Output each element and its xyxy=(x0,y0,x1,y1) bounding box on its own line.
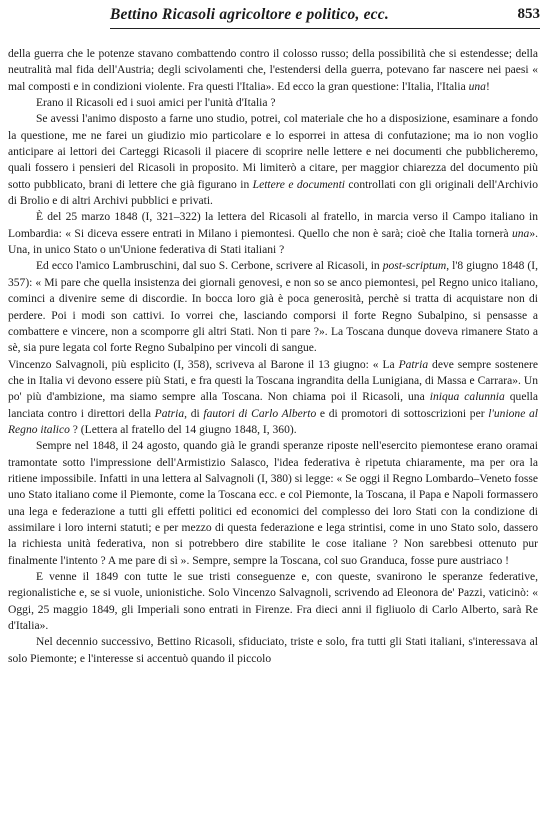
text-run: Vincenzo Salvagnoli, più esplicito (I, 358), scriveva al Barone il 13 giugno: « La xyxy=(8,358,399,371)
text-run: È del 25 marzo 1848 (I, 321–322) la lettera del Ricasoli al fratello, in marcia verso il Campo italiano in Lombardia: « Si diceva essere entrati in Milano i piemontesi. Quello che non è sarà; cioè che Italia tornerà xyxy=(8,211,538,240)
text-run: controllati con gli originali dell'Archivio di Brolio e di altri Archivi pubblici e privati. xyxy=(8,178,538,208)
text-run: Erano il Ricasoli ed i suoi amici per l'unità d'Italia ? xyxy=(36,97,276,110)
text-run: E venne il 1849 con tutte le sue tristi conseguenze e, con queste, svanirono le speranze federative, regionalistiche e, se si vuole, unionistiche. Solo Vincenzo Salvagnoli, scrivendo ad Eleonora de' Pazzi, vaticinò: « Oggi, 25 maggio 1849, gli Imperiali sono entrati in Firenze. Fra dieci anni il figliuolo di Carlo Alberto, sarà Re d'Italia». xyxy=(8,571,538,633)
paragraph xyxy=(8,438,538,569)
page-number: 853 xyxy=(517,6,540,22)
italic-text: l'unione al Regno italico xyxy=(8,407,538,436)
paragraph xyxy=(8,357,538,439)
text-run: Ed ecco l'amico Lambruschini, dal suo S. Cerbone, scrivere al Ricasoli, in xyxy=(36,260,383,273)
running-title: Bettino Ricasoli agricoltore e politico, ecc. xyxy=(110,6,389,23)
paragraph xyxy=(8,569,538,634)
text-run: ». Una, in unico Stato o un'Unione federativa di Stati italiani ? xyxy=(8,227,538,257)
paragraph xyxy=(8,209,538,258)
paragraph xyxy=(8,95,538,111)
text-run: , l'8 giugno 1848 (I, 357): « Mi pare che quella insistenza dei giornali genovesi, e non so se anco piemontesi, pel Regno unico italiano, cominci a divenire seme di discordie. In bocca loro già è poca generosità, perchè si tratta di acquistare non di perdere. Poi i modi son cattivi. Io vorrei che, lasciando comporsi il forte Regno Subalpino, si pensasse a combattere e vincere, non a scomporre gli altri Stati. Non ti pare ?». La Toscana dunque doveva rimanere Stato a sè, sia pure legata col forte Regno Subalpino per vincoli di sangue. xyxy=(8,260,538,355)
paragraph xyxy=(8,634,538,667)
italic-text: Lettere e documenti xyxy=(252,178,345,191)
paragraph xyxy=(8,46,538,95)
italic-text: fautori di Carlo Alberto xyxy=(203,407,317,420)
text-run: Sempre nel 1848, il 24 agosto, quando già le grandi speranze riposte nell'esercito piemontese erano oramai tramontate sotto l'impressione dell'Armistizio Salasco, l'idea federativa è ripetuta chiaramente, ma per ora la ritiene impossibile. Infatti in una lettera al Salvagnoli (I, 380) si legge: « Se oggi il Regno Lombardo–Veneto fosse uno Stato italiano come il Piemonte, come la Toscana ecc. e col Piemonte, la Toscana, il Papa e Napoli formassero una lega e federazione a tutti gli effetti politici ed economici del complesso dei loro Stati con la condizione di assimilare i loro interni statuti; e per mezzo di questa federazione e lega strintisi, come in uno Stato solo, dassero la richiesta unità federativa, non si potrebbero dire stabilite le cose italiane ? Non sarebbesi ottenuto pur finalmente l'intento ? A me pare di sì ». Sempre, sempre la Toscana, col suo Granduca, fosse pure austriaco ! xyxy=(8,440,538,567)
italic-text: Patria xyxy=(154,407,185,420)
body-text xyxy=(8,46,538,667)
paragraph xyxy=(8,111,538,209)
italic-text: post-scriptum xyxy=(382,260,447,273)
italic-text: una xyxy=(512,227,530,240)
text-run: e di promotori di sottoscrizioni per xyxy=(316,407,489,420)
italic-text: una xyxy=(468,80,486,93)
text-run: deve sempre sostenere che in Italia vi devono essere più Stati, e fra questi la Toscana ingrandita della Lunigiana, di Massa e Carrara». Un po' più d'ambizione, ma siamo sempre alla Toscana. Non chiama poi il Ricasoli, una xyxy=(8,358,538,404)
italic-text: Patria xyxy=(398,358,429,371)
italic-text: iniqua calunnia xyxy=(429,391,505,404)
text-run: ? (Lettera al fratello del 14 giugno 1848, I, 360). xyxy=(69,423,297,436)
running-header xyxy=(110,6,540,29)
paragraph xyxy=(8,258,538,356)
text-run: , di xyxy=(184,407,204,420)
text-run: ! xyxy=(485,80,490,93)
text-run: Se avessi l'animo disposto a farne uno studio, potrei, col materiale che ho a disposizione, esaminare a fondo la questione, me ne farei un giudizio mio particolare e lo esporrei in attesa di confutazione; ma io non voglio anticipare ai lettori dei Carteggi Ricasoli il piacere di scoprire nelle lettere e nei documenti che pubblicheremo, quali fossero i pensieri del Ricasoli in proposito. Mi limiterò a citare, per maggior chiarezza del documento più sotto pubblicato, brani di lettere che già figurano in xyxy=(8,113,538,191)
text-run: Nel decennio successivo, Bettino Ricasoli, sfiduciato, triste e solo, fra tutti gli Stati italiani, s'interessava al solo Piemonte; e l'interesse si accentuò quando il piccolo xyxy=(8,636,538,665)
text-run: quella lanciata contro i direttori della xyxy=(8,391,538,420)
text-run: della guerra che le potenze stavano combattendo contro il colosso russo; della possibilità che si estendesse; della neutralità mal fida dell'Austria; degli scivolamenti che, l'estendersi della guerra, potevano far nascere nei paesi « mal composti e in condizioni violente. Fra questi l'Italia». Ed ecco la gran questione: l'Italia, l'Italia xyxy=(8,48,538,93)
